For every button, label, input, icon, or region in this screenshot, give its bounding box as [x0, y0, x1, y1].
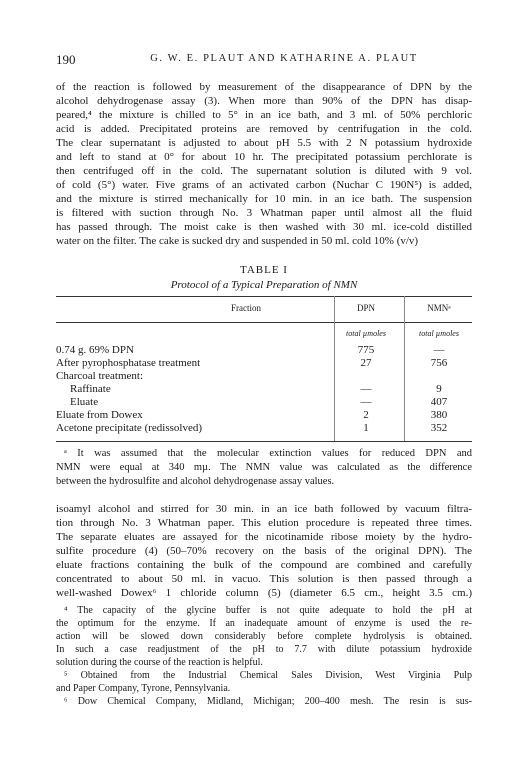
- text-line: concentrated to about 50 ml. in vacuo. This solution is then passed through a: [56, 573, 472, 585]
- row-nmn-value: 756: [430, 357, 448, 369]
- text-line: acid is added. Precipitated proteins are removed by centrifugation in the cold.: [56, 123, 472, 135]
- text-line: isoamyl alcohol and stirred for 30 min. in an ice bath followed by vacuum filtra-: [56, 503, 472, 515]
- row-fraction: Eluate from Dowex: [56, 409, 143, 421]
- column-header-nmn: NMNᵃ: [427, 303, 451, 313]
- page-footnotes: [56, 604, 472, 708]
- row-dpn-value: —: [360, 383, 372, 395]
- running-head: G. W. E. PLAUT AND KATHARINE A. PLAUT: [150, 53, 418, 64]
- text-line: tion through No. 3 Whatman paper. This elution procedure is repeated three times.: [56, 517, 472, 529]
- footnote-line: action will be slowed down considerably before complete hydrolysis is obtained.: [56, 631, 472, 642]
- row-nmn-value: 380: [430, 409, 448, 421]
- text-line: alcohol dehydrogenase assay (3). When more than 90% of the DPN has disap-: [56, 95, 472, 107]
- table-row: [56, 396, 472, 409]
- text-line: has passed through. The moist cake is then washed with 30 ml. ice-cold distilled: [56, 221, 472, 233]
- text-line: peared,⁴ the mixture is chilled to 5° in an ice bath, and 3 ml. of 50% perchloric: [56, 109, 472, 121]
- table-row: [56, 344, 472, 357]
- units-dpn: total µmoles: [346, 329, 386, 338]
- text-line: The separate eluates are assayed for the nicotinamide ribose moiety by the hydro-: [56, 531, 472, 543]
- row-nmn-value: 352: [430, 422, 448, 434]
- column-header-dpn: DPN: [356, 303, 375, 313]
- row-dpn-value: —: [360, 396, 372, 408]
- footnote-line: and Paper Company, Tyrone, Pennsylvania.: [56, 683, 231, 694]
- table-row: [56, 422, 472, 435]
- row-nmn-value: 407: [430, 396, 448, 408]
- text-line: well-washed Dowex⁶ 1 chloride column (5) (diameter 6.5 cm., height 3.5 cm.): [56, 587, 472, 599]
- text-line: of cold (5°) water. Five grams of an activated carbon (Nuchar C 190N⁵) is added,: [56, 179, 472, 191]
- row-fraction: 0.74 g. 69% DPN: [56, 344, 134, 356]
- text-line: The clear supernatant is adjusted to about pH 5.5 with 2 N potassium hydroxide: [56, 137, 472, 149]
- units-nmn: total µmoles: [419, 329, 459, 338]
- table-row: [56, 357, 472, 370]
- footnote-line: the optimum for the enzyme. If an inadequate amount of enzyme is used the re-: [56, 618, 472, 629]
- row-nmn-value: —: [433, 344, 445, 356]
- text-line: of the reaction is followed by measurement of the disappearance of DPN by the: [56, 81, 472, 93]
- note-line: ᵃ It was assumed that the molecular extinction values for reduced DPN and: [64, 448, 472, 459]
- text-line: then centrifuged off in the cold. The supernatant solution is diluted with 9 vol.: [56, 165, 472, 177]
- note-line: NMN were equal at 340 mµ. The NMN value was calculated as the difference: [56, 462, 472, 473]
- row-fraction: Eluate: [70, 396, 99, 408]
- text-line: and left to stand at 0° for about 10 hr. The precipitated potassium perchlorate is: [56, 151, 472, 163]
- page-number: 190: [56, 52, 76, 67]
- row-dpn-value: 1: [363, 422, 369, 434]
- row-fraction: Acetone precipitate (redissolved): [56, 422, 202, 434]
- body-paragraph-2: [56, 502, 472, 600]
- row-fraction: Charcoal treatment:: [56, 370, 144, 382]
- text-line: is filtered with suction through No. 3 Whatman paper until almost all the fluid: [56, 207, 472, 219]
- table-title: TABLE I: [240, 264, 288, 276]
- footnote-line: solution during the course of the reaction is helpful.: [56, 657, 263, 668]
- footnote-line: In such a case readjustment of the pH to 7.7 with dilute potassium hydroxide: [56, 644, 472, 655]
- row-dpn-value: 2: [363, 409, 369, 421]
- table-footnote: [56, 447, 472, 489]
- row-fraction: After pyrophosphatase treatment: [56, 357, 201, 369]
- footnote-line: ⁶ Dow Chemical Company, Midland, Michigan; 200–400 mesh. The resin is sus-: [64, 696, 472, 707]
- column-header-fraction: Fraction: [231, 303, 261, 313]
- text-line: sulfite procedure (4) (50–70% recovery on the basis of the original DPN). The: [56, 545, 472, 557]
- table-caption: Protocol of a Typical Preparation of NMN: [170, 279, 358, 291]
- table-row: [56, 370, 472, 383]
- table-row: [56, 383, 472, 396]
- table-row: [56, 409, 472, 422]
- text-line: eluate fractions containing the bulk of the compound are combined and carefully: [56, 559, 472, 571]
- row-nmn-value: 9: [436, 383, 442, 395]
- footnote-line: ⁵ Obtained from the Industrial Chemical Sales Division, West Virginia Pulp: [64, 670, 472, 681]
- row-dpn-value: 775: [357, 344, 375, 356]
- footnote-line: ⁴ The capacity of the glycine buffer is not quite adequate to hold the pH at: [64, 605, 472, 616]
- row-fraction: Raffinate: [70, 383, 111, 395]
- row-dpn-value: 27: [360, 357, 372, 369]
- text-line: and the mixture is stirred mechanically for 10 min. in an ice bath. The suspension: [56, 193, 472, 205]
- note-line: between the hydrosulfite and alcohol dehydrogenase assay values.: [56, 476, 335, 487]
- text-line: water on the filter. The cake is sucked dry and suspended in 50 ml. cold 10% (v/v): [56, 235, 419, 247]
